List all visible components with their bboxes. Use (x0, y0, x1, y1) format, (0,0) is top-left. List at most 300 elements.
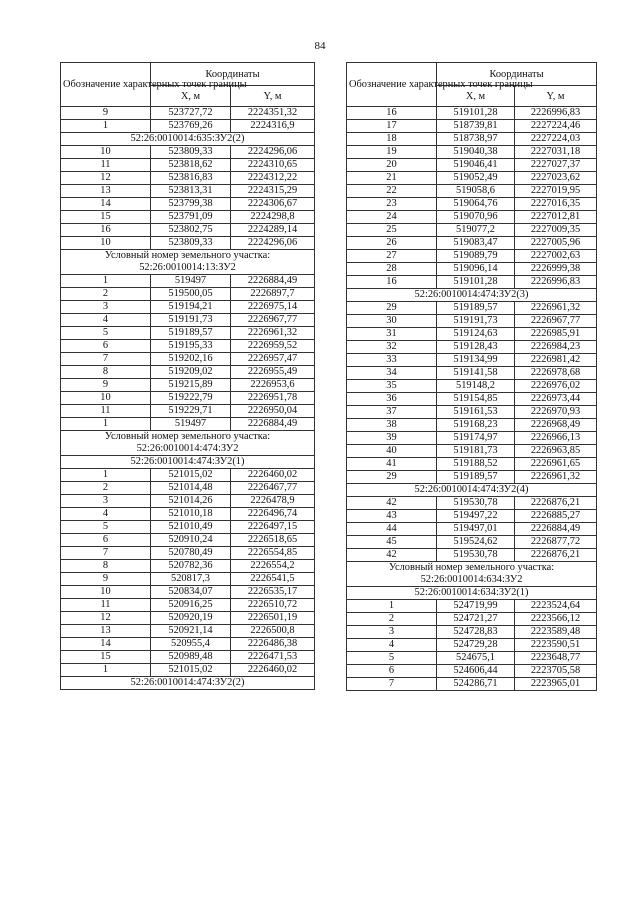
point-cell: 2 (61, 482, 151, 495)
point-cell: 9 (61, 573, 151, 586)
x-cell: 520916,25 (151, 599, 231, 612)
y-cell: 2226957,47 (231, 353, 315, 366)
table-row (61, 146, 315, 159)
point-cell: 5 (61, 327, 151, 340)
x-cell: 519191,73 (437, 315, 515, 328)
coords-header: Координаты (437, 63, 597, 86)
x-cell: 520817,3 (151, 573, 231, 586)
x-cell: 519083,47 (437, 237, 515, 250)
x-cell: 519089,79 (437, 250, 515, 263)
table-row (347, 536, 597, 549)
y-cell: 2227027,37 (515, 159, 597, 172)
y-cell: 2224306,67 (231, 198, 315, 211)
table-row (61, 327, 315, 340)
point-cell: 1 (61, 418, 151, 431)
x-cell: 519101,28 (437, 276, 515, 289)
x-cell: 519229,71 (151, 405, 231, 418)
x-cell: 519154,85 (437, 393, 515, 406)
y-cell: 2226541,5 (231, 573, 315, 586)
y-cell: 2227224,46 (515, 120, 597, 133)
table-body (61, 107, 315, 690)
point-cell: 7 (61, 547, 151, 560)
y-cell: 2226460,02 (231, 664, 315, 677)
y-cell: 2226500,8 (231, 625, 315, 638)
y-cell: 2226967,77 (231, 314, 315, 327)
y-cell: 2224351,32 (231, 107, 315, 120)
section-row (347, 562, 597, 587)
x-cell: 518739,81 (437, 120, 515, 133)
table-row (61, 508, 315, 521)
point-cell: 3 (61, 301, 151, 314)
y-cell: 2224315,29 (231, 185, 315, 198)
section-row (61, 677, 315, 690)
y-cell: 2226968,49 (515, 419, 597, 432)
table-row (61, 275, 315, 288)
point-cell: 42 (347, 549, 437, 562)
table-row (347, 198, 597, 211)
x-cell: 520780,49 (151, 547, 231, 560)
x-cell: 519070,96 (437, 211, 515, 224)
table-row (347, 341, 597, 354)
x-cell: 523818,62 (151, 159, 231, 172)
x-cell: 519148,2 (437, 380, 515, 393)
x-cell: 524719,99 (437, 600, 515, 613)
point-cell: 8 (61, 560, 151, 573)
table-row (347, 328, 597, 341)
coordinates-table-left (60, 62, 315, 690)
point-cell: 29 (347, 471, 437, 484)
table-row (61, 586, 315, 599)
point-cell: 31 (347, 328, 437, 341)
point-cell: 16 (347, 276, 437, 289)
x-cell: 523809,33 (151, 146, 231, 159)
point-cell: 45 (347, 536, 437, 549)
point-cell: 11 (61, 599, 151, 612)
x-cell: 523791,09 (151, 211, 231, 224)
table-row (347, 159, 597, 172)
table-row (347, 172, 597, 185)
x-cell: 519181,73 (437, 445, 515, 458)
x-cell: 519046,41 (437, 159, 515, 172)
table-row (347, 639, 597, 652)
y-cell: 2226985,91 (515, 328, 597, 341)
section-label: 52:26:0010014:635:ЗУ2(2) (61, 133, 315, 146)
table-header (61, 63, 315, 107)
point-cell: 15 (61, 211, 151, 224)
y-cell: 2226486,38 (231, 638, 315, 651)
x-cell: 521010,49 (151, 521, 231, 534)
x-cell: 521015,02 (151, 664, 231, 677)
x-cell: 519124,63 (437, 328, 515, 341)
table-row (61, 651, 315, 664)
table-row (61, 237, 315, 250)
y-cell: 2224316,9 (231, 120, 315, 133)
table-row (347, 458, 597, 471)
table-row (347, 471, 597, 484)
table-row (61, 638, 315, 651)
y-cell: 2224298,8 (231, 211, 315, 224)
y-cell: 2226959,52 (231, 340, 315, 353)
x-cell: 519141,58 (437, 367, 515, 380)
point-cell: 22 (347, 185, 437, 198)
table-row (347, 237, 597, 250)
y-cell: 2226950,04 (231, 405, 315, 418)
point-cell: 39 (347, 432, 437, 445)
table-row (347, 678, 597, 691)
point-cell: 35 (347, 380, 437, 393)
table-body (347, 107, 597, 691)
y-cell: 2227009,35 (515, 224, 597, 237)
section-label: 52:26:0010014:634:ЗУ2(1) (347, 587, 597, 600)
y-cell: 2223589,48 (515, 626, 597, 639)
section-label: Условный номер земельного участка: 52:26:0010014:474:ЗУ2 (61, 431, 315, 456)
table-row (347, 445, 597, 458)
y-cell: 2227016,35 (515, 198, 597, 211)
x-cell: 519040,38 (437, 146, 515, 159)
table-row (61, 340, 315, 353)
table-row (347, 250, 597, 263)
y-cell: 2224296,06 (231, 237, 315, 250)
x-cell: 519497,01 (437, 523, 515, 536)
coordinates-table-right (346, 62, 597, 691)
page-number: 84 (314, 40, 326, 52)
point-cell: 5 (61, 521, 151, 534)
table-row (61, 224, 315, 237)
table-row (61, 418, 315, 431)
x-cell: 519188,52 (437, 458, 515, 471)
table-row (347, 185, 597, 198)
x-cell: 519191,73 (151, 314, 231, 327)
x-cell: 524729,28 (437, 639, 515, 652)
section-row (61, 456, 315, 469)
section-row (347, 289, 597, 302)
point-cell: 10 (61, 586, 151, 599)
table-row (347, 419, 597, 432)
point-cell: 14 (61, 638, 151, 651)
section-row (61, 250, 315, 275)
y-cell: 2223590,51 (515, 639, 597, 652)
table-row (61, 392, 315, 405)
y-cell: 2224289,14 (231, 224, 315, 237)
x-cell: 519161,53 (437, 406, 515, 419)
y-cell: 2226975,14 (231, 301, 315, 314)
point-cell: 21 (347, 172, 437, 185)
x-cell: 521010,18 (151, 508, 231, 521)
y-cell: 2226961,32 (515, 302, 597, 315)
y-cell: 2226497,15 (231, 521, 315, 534)
table-row (61, 159, 315, 172)
point-cell: 16 (347, 107, 437, 120)
y-cell: 2227031,18 (515, 146, 597, 159)
point-cell: 24 (347, 211, 437, 224)
y-cell: 2227012,81 (515, 211, 597, 224)
y-cell: 2226961,65 (515, 458, 597, 471)
table-row (61, 172, 315, 185)
x-cell: 520920,19 (151, 612, 231, 625)
point-cell: 15 (61, 651, 151, 664)
coords-header: Координаты (151, 63, 315, 86)
y-cell: 2226951,78 (231, 392, 315, 405)
y-cell: 2224310,65 (231, 159, 315, 172)
x-cell: 521014,26 (151, 495, 231, 508)
x-cell: 520989,48 (151, 651, 231, 664)
x-cell: 519189,57 (437, 471, 515, 484)
x-cell: 519101,28 (437, 107, 515, 120)
point-cell: 4 (61, 508, 151, 521)
point-cell: 5 (347, 652, 437, 665)
x-cell: 519128,43 (437, 341, 515, 354)
y-cell: 2227023,62 (515, 172, 597, 185)
table-row (347, 380, 597, 393)
point-cell: 1 (61, 664, 151, 677)
point-cell: 18 (347, 133, 437, 146)
x-cell: 519497 (151, 275, 231, 288)
x-cell: 519189,57 (151, 327, 231, 340)
table-row (347, 523, 597, 536)
table-row (61, 405, 315, 418)
x-cell: 519195,33 (151, 340, 231, 353)
x-cell: 524286,71 (437, 678, 515, 691)
point-cell: 2 (347, 613, 437, 626)
table-row (347, 263, 597, 276)
point-cell: 3 (347, 626, 437, 639)
point-cell: 7 (61, 353, 151, 366)
point-cell: 4 (347, 639, 437, 652)
y-cell: 2226978,68 (515, 367, 597, 380)
table-row (61, 469, 315, 482)
y-cell: 2223705,58 (515, 665, 597, 678)
y-cell: 2226876,21 (515, 549, 597, 562)
x-cell: 519209,02 (151, 366, 231, 379)
table-row (61, 366, 315, 379)
point-cell: 36 (347, 393, 437, 406)
point-cell: 29 (347, 302, 437, 315)
y-cell: 2226535,17 (231, 586, 315, 599)
y-cell: 2226966,13 (515, 432, 597, 445)
point-cell: 13 (61, 625, 151, 638)
y-cell: 2226510,72 (231, 599, 315, 612)
section-row (347, 587, 597, 600)
table-header (347, 63, 597, 107)
y-cell: 2226885,27 (515, 510, 597, 523)
x-cell: 518738,97 (437, 133, 515, 146)
table-row (347, 276, 597, 289)
point-cell: 1 (61, 275, 151, 288)
table-row (61, 521, 315, 534)
y-cell: 2227019,95 (515, 185, 597, 198)
table-row (347, 146, 597, 159)
table-row (61, 560, 315, 573)
point-cell: 16 (61, 224, 151, 237)
point-cell: 6 (61, 340, 151, 353)
point-cell: 19 (347, 146, 437, 159)
table-row (61, 353, 315, 366)
x-cell: 519096,14 (437, 263, 515, 276)
y-cell: 2226973,44 (515, 393, 597, 406)
point-cell: 33 (347, 354, 437, 367)
table-row (61, 534, 315, 547)
point-cell: 8 (61, 366, 151, 379)
point-cell: 4 (61, 314, 151, 327)
x-cell: 519215,89 (151, 379, 231, 392)
y-cell: 2226967,77 (515, 315, 597, 328)
x-cell: 519497 (151, 418, 231, 431)
point-cell: 11 (61, 159, 151, 172)
y-cell: 2226501,19 (231, 612, 315, 625)
table-row (61, 314, 315, 327)
x-cell: 519500,05 (151, 288, 231, 301)
point-cell: 10 (61, 392, 151, 405)
point-cell: 12 (61, 612, 151, 625)
y-cell: 2226976,02 (515, 380, 597, 393)
y-header: Y, м (515, 86, 597, 107)
point-cell: 44 (347, 523, 437, 536)
point-cell: 14 (61, 198, 151, 211)
table-row (347, 665, 597, 678)
point-cell: 25 (347, 224, 437, 237)
point-cell: 43 (347, 510, 437, 523)
x-cell: 523769,26 (151, 120, 231, 133)
y-cell: 2226884,49 (231, 418, 315, 431)
section-label: 52:26:0010014:474:ЗУ2(3) (347, 289, 597, 302)
point-cell: 42 (347, 497, 437, 510)
x-cell: 519530,78 (437, 497, 515, 510)
x-cell: 523816,83 (151, 172, 231, 185)
x-cell: 519524,62 (437, 536, 515, 549)
y-cell: 2227224,03 (515, 133, 597, 146)
x-cell: 519168,23 (437, 419, 515, 432)
x-cell: 520782,36 (151, 560, 231, 573)
y-header: Y, м (231, 86, 315, 107)
x-header: X, м (437, 86, 515, 107)
x-cell: 519194,21 (151, 301, 231, 314)
table-row (347, 354, 597, 367)
y-cell: 2226961,32 (231, 327, 315, 340)
x-cell: 519077,2 (437, 224, 515, 237)
table-row (61, 288, 315, 301)
table-row (61, 198, 315, 211)
x-cell: 523809,33 (151, 237, 231, 250)
point-cell: 40 (347, 445, 437, 458)
x-cell: 519052,49 (437, 172, 515, 185)
section-label: 52:26:0010014:474:ЗУ2(1) (61, 456, 315, 469)
table-row (347, 315, 597, 328)
y-cell: 2226963,85 (515, 445, 597, 458)
table-row (347, 367, 597, 380)
y-cell: 2226471,53 (231, 651, 315, 664)
table-row (347, 120, 597, 133)
y-cell: 2223524,64 (515, 600, 597, 613)
point-cell: 30 (347, 315, 437, 328)
table-row (61, 379, 315, 392)
section-row (61, 133, 315, 146)
point-cell: 41 (347, 458, 437, 471)
x-cell: 524728,83 (437, 626, 515, 639)
point-column-header: Обозначение характерных точек границы (61, 63, 151, 107)
point-cell: 2 (61, 288, 151, 301)
x-cell: 520955,4 (151, 638, 231, 651)
y-cell: 2226996,83 (515, 107, 597, 120)
table-row (61, 495, 315, 508)
y-cell: 2226984,23 (515, 341, 597, 354)
table-row (61, 211, 315, 224)
point-cell: 34 (347, 367, 437, 380)
point-cell: 13 (61, 185, 151, 198)
table-row (347, 600, 597, 613)
point-cell: 26 (347, 237, 437, 250)
y-cell: 2223648,77 (515, 652, 597, 665)
table-row (347, 626, 597, 639)
section-label: Условный номер земельного участка: 52:26:0010014:634:ЗУ2 (347, 562, 597, 587)
section-label: 52:26:0010014:474:ЗУ2(4) (347, 484, 597, 497)
y-cell: 2226518,65 (231, 534, 315, 547)
y-cell: 2224312,22 (231, 172, 315, 185)
x-cell: 521015,02 (151, 469, 231, 482)
point-cell: 28 (347, 263, 437, 276)
point-cell: 1 (61, 469, 151, 482)
y-cell: 2224296,06 (231, 146, 315, 159)
x-cell: 519189,57 (437, 302, 515, 315)
y-cell: 2226496,74 (231, 508, 315, 521)
x-cell: 519064,76 (437, 198, 515, 211)
x-cell: 523727,72 (151, 107, 231, 120)
x-header: X, м (151, 86, 231, 107)
y-cell: 2223965,01 (515, 678, 597, 691)
table-row (61, 599, 315, 612)
section-row (61, 431, 315, 456)
point-cell: 7 (347, 678, 437, 691)
y-cell: 2226961,32 (515, 471, 597, 484)
y-cell: 2226981,42 (515, 354, 597, 367)
y-cell: 2226884,49 (231, 275, 315, 288)
y-cell: 2226955,49 (231, 366, 315, 379)
y-cell: 2226999,38 (515, 263, 597, 276)
point-cell: 9 (61, 107, 151, 120)
x-cell: 524675,1 (437, 652, 515, 665)
table-row (61, 301, 315, 314)
y-cell: 2223566,12 (515, 613, 597, 626)
y-cell: 2226884,49 (515, 523, 597, 536)
table-row (347, 133, 597, 146)
y-cell: 2226877,72 (515, 536, 597, 549)
x-cell: 519058,6 (437, 185, 515, 198)
table-row (347, 302, 597, 315)
x-cell: 523799,38 (151, 198, 231, 211)
y-cell: 2226478,9 (231, 495, 315, 508)
table-row (347, 406, 597, 419)
y-cell: 2226953,6 (231, 379, 315, 392)
table-row (61, 625, 315, 638)
point-cell: 17 (347, 120, 437, 133)
point-cell: 32 (347, 341, 437, 354)
section-label: 52:26:0010014:474:ЗУ2(2) (61, 677, 315, 690)
table-row (61, 107, 315, 120)
table-row (347, 613, 597, 626)
x-cell: 519134,99 (437, 354, 515, 367)
point-cell: 10 (61, 146, 151, 159)
point-cell: 20 (347, 159, 437, 172)
table-row (347, 107, 597, 120)
section-row (347, 484, 597, 497)
x-cell: 519497,22 (437, 510, 515, 523)
point-cell: 3 (61, 495, 151, 508)
table-row (347, 211, 597, 224)
y-cell: 2226897,7 (231, 288, 315, 301)
table-row (61, 612, 315, 625)
table-row (347, 432, 597, 445)
table-row (347, 393, 597, 406)
y-cell: 2227002,63 (515, 250, 597, 263)
